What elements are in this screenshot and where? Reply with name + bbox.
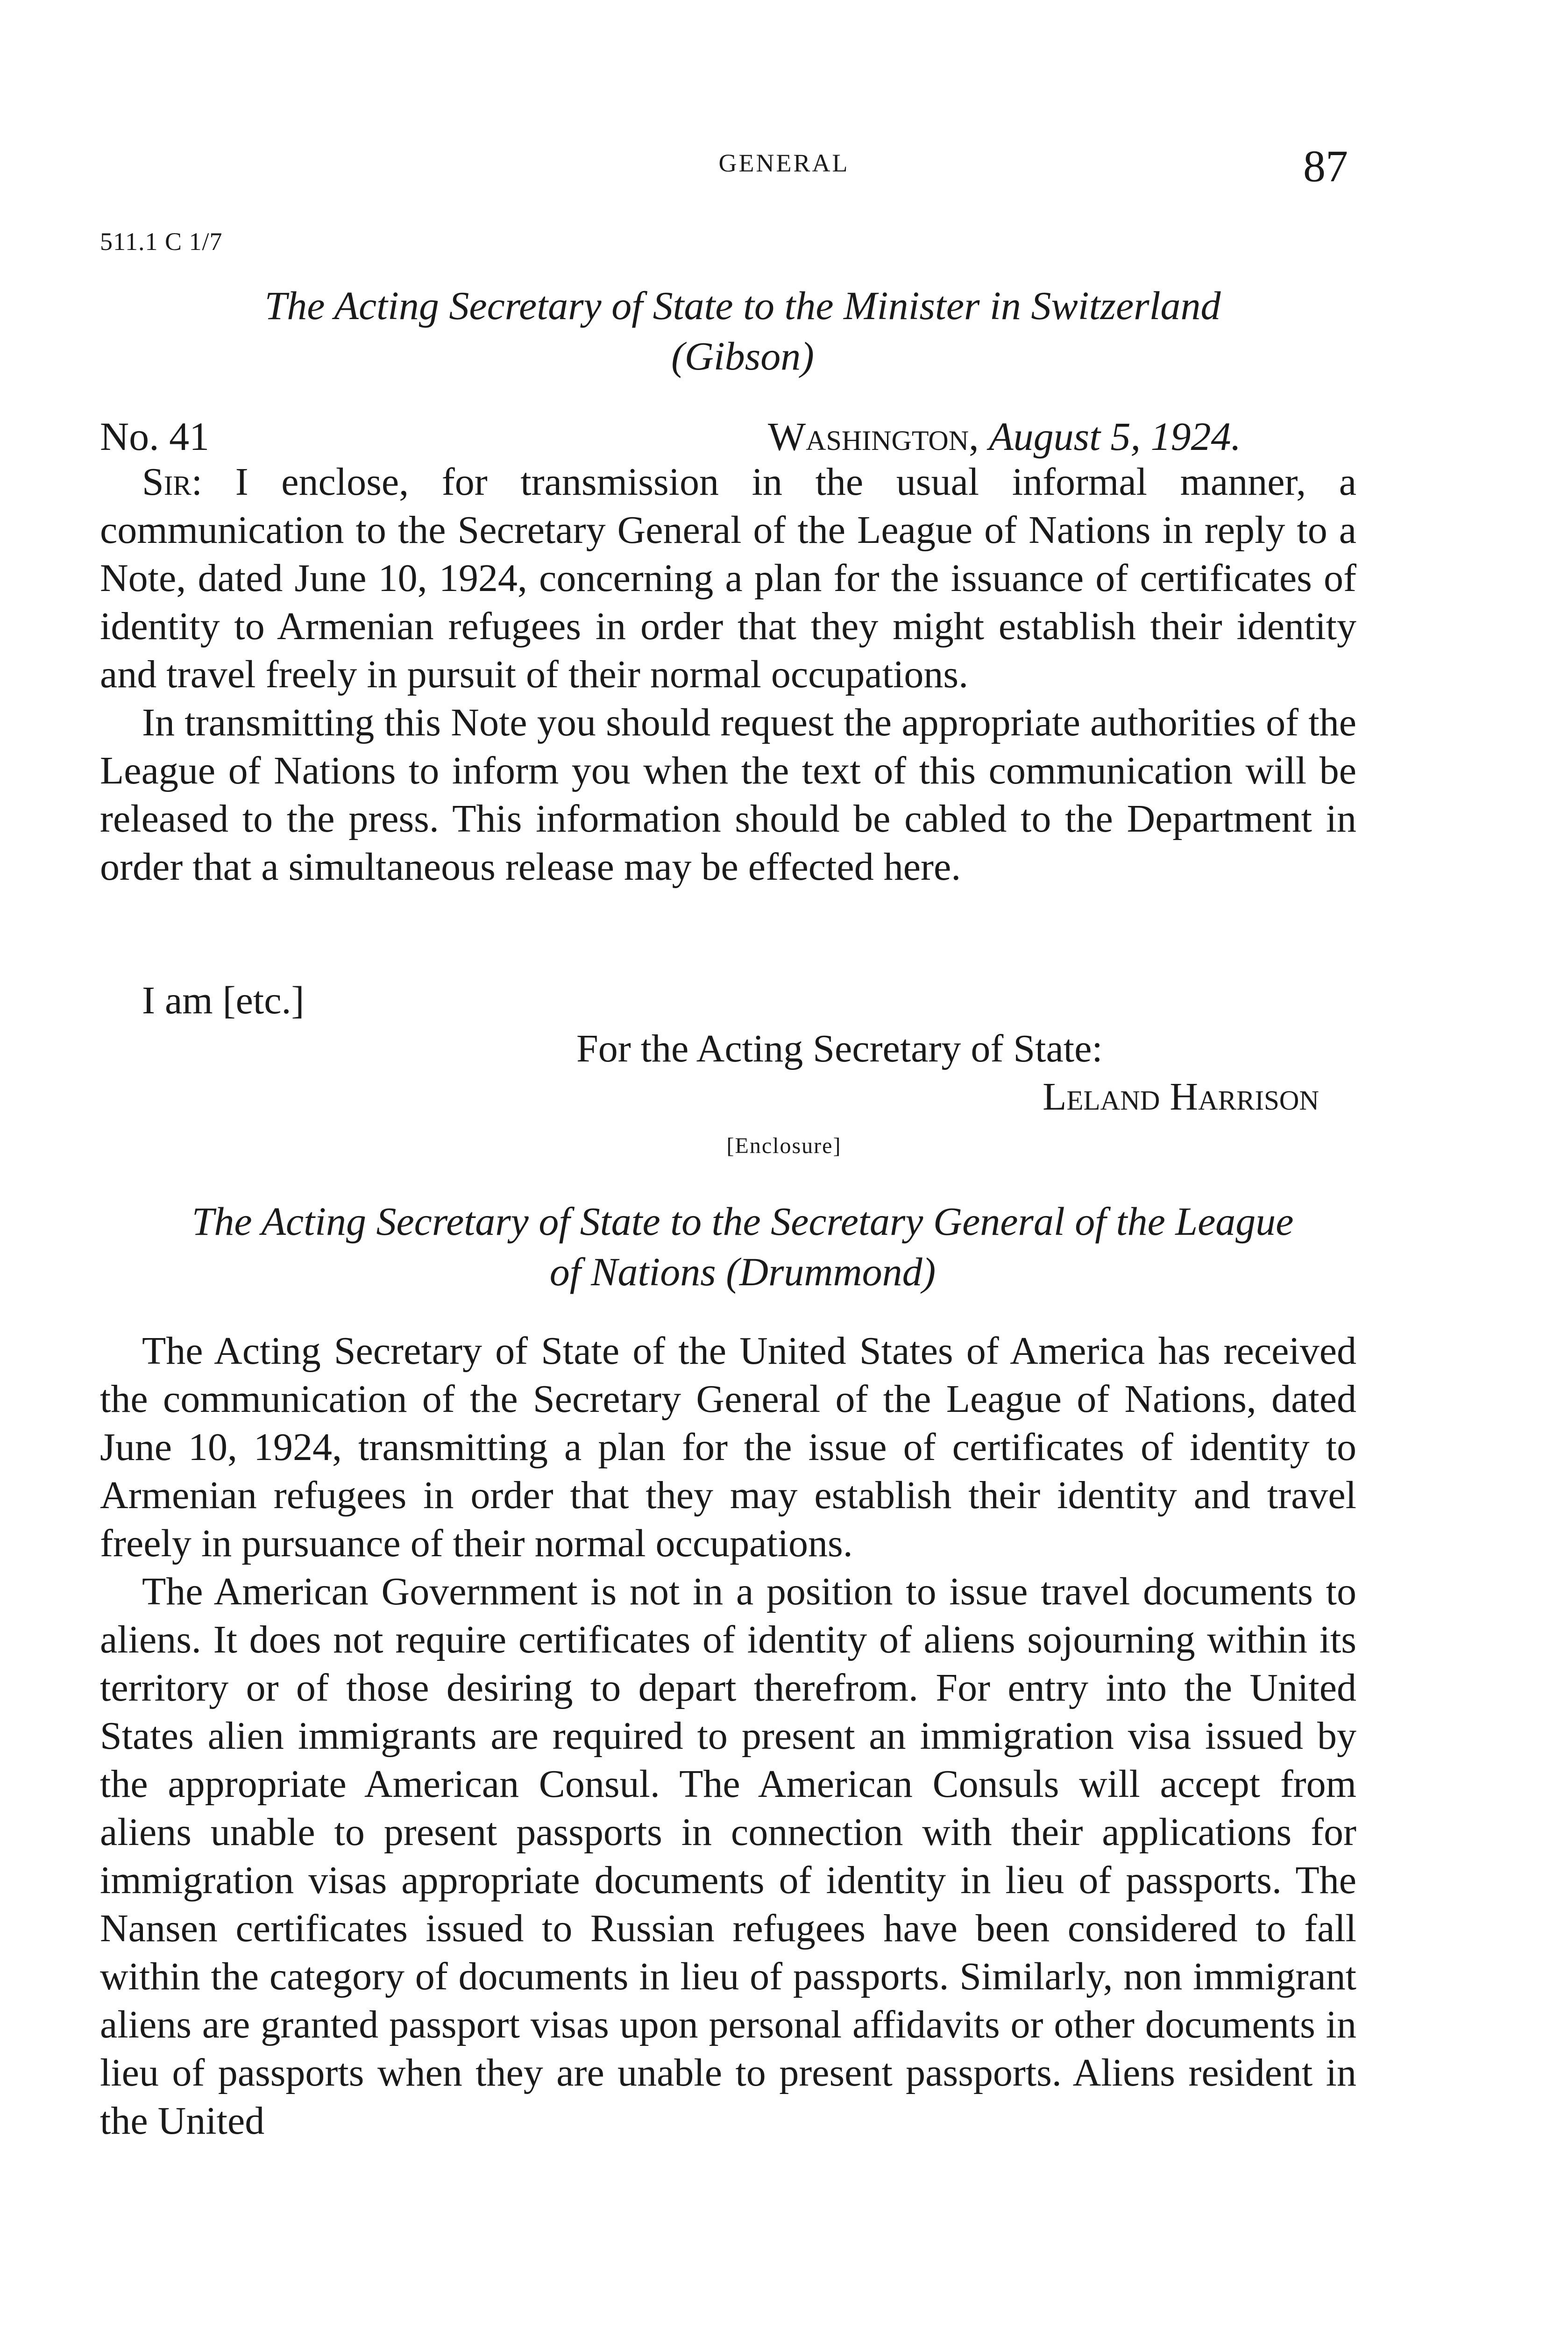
letter-body xyxy=(100,458,1356,891)
letter-paragraph xyxy=(100,458,1356,698)
page-number: 87 xyxy=(1303,141,1348,191)
letter-paragraph: In transmitting this Note you should request the appropriate authorities of the League of Nations to inform you when the text of this communication will be released to the press. This information should be cabled to the Department in order that a simultaneous release may be effected here. xyxy=(100,701,1356,889)
signature: Leland Harrison xyxy=(1043,1075,1319,1118)
enclosure-label: [Enclosure] xyxy=(726,1133,842,1158)
enclosure-body xyxy=(100,1327,1356,2145)
letter-heading-line2: (Gibson) xyxy=(671,334,814,378)
letter-heading-line1: The Acting Secretary of State to the Minister in Switzerland xyxy=(264,283,1221,328)
file-reference: 511.1 C 1/7 xyxy=(100,228,223,256)
dateline-place-date xyxy=(768,413,1241,460)
enclosure-paragraph: The Acting Secretary of State of the United States of America has received the communication of the Secretary General of the League of Nations, dated June 10, 1924, transmitting a plan for the issue of certificates of identity to Armenian refugees in order that they may establish their identity and travel freely in pursuance of their normal occupations. xyxy=(100,1329,1356,1565)
running-head: GENERAL xyxy=(718,149,850,177)
enclosure-heading xyxy=(112,1196,1373,1297)
dateline-date: August 5, 1924. xyxy=(989,414,1241,459)
salutation: Sir: xyxy=(142,460,203,504)
dateline-place: Washington, xyxy=(768,414,979,459)
letter-number: No. 41 xyxy=(100,414,210,459)
enclosure-paragraph: The American Government is not in a position to issue travel documents to aliens. It does not require certificates of identity of aliens sojourning within its territory or of those desiring to depart therefrom. For entry into the United States alien immigrants are required to present an immigration visa issued by the appropriate American Consul. The American Consuls will accept from aliens unable to present passports in connection with their applications for immigration visas appropriate documents of identity in lieu of passports. The Nansen certificates issued to Russian refugees have been considered to fall within the category of documents in lieu of passports. Similarly, non immigrant aliens are granted passport visas upon personal affidavits or other documents in lieu of passports when they are unable to present passports. Aliens resident in the United xyxy=(100,1570,1356,2143)
enclosure-heading-line1: The Acting Secretary of State to the Secretary General of the League xyxy=(192,1199,1294,1244)
enclosure-heading-line2: of Nations (Drummond) xyxy=(549,1249,936,1294)
letter-heading xyxy=(112,280,1373,381)
letter-closing xyxy=(100,976,1356,1121)
letter-paragraph-text: I enclose, for transmission in the usual informal manner, a communication to the Secretary General of the League of Nations in reply to a Note, dated June 10, 1924, concerning a plan for the issuance of certificates of identity to Armenian refugees in order that they might establish their identity and travel freely in pursuit of their normal occupations. xyxy=(100,460,1357,696)
dateline xyxy=(100,413,1324,460)
signature-preface: For the Acting Secretary of State: xyxy=(576,1027,1103,1070)
complimentary-close: I am [etc.] xyxy=(142,979,305,1022)
